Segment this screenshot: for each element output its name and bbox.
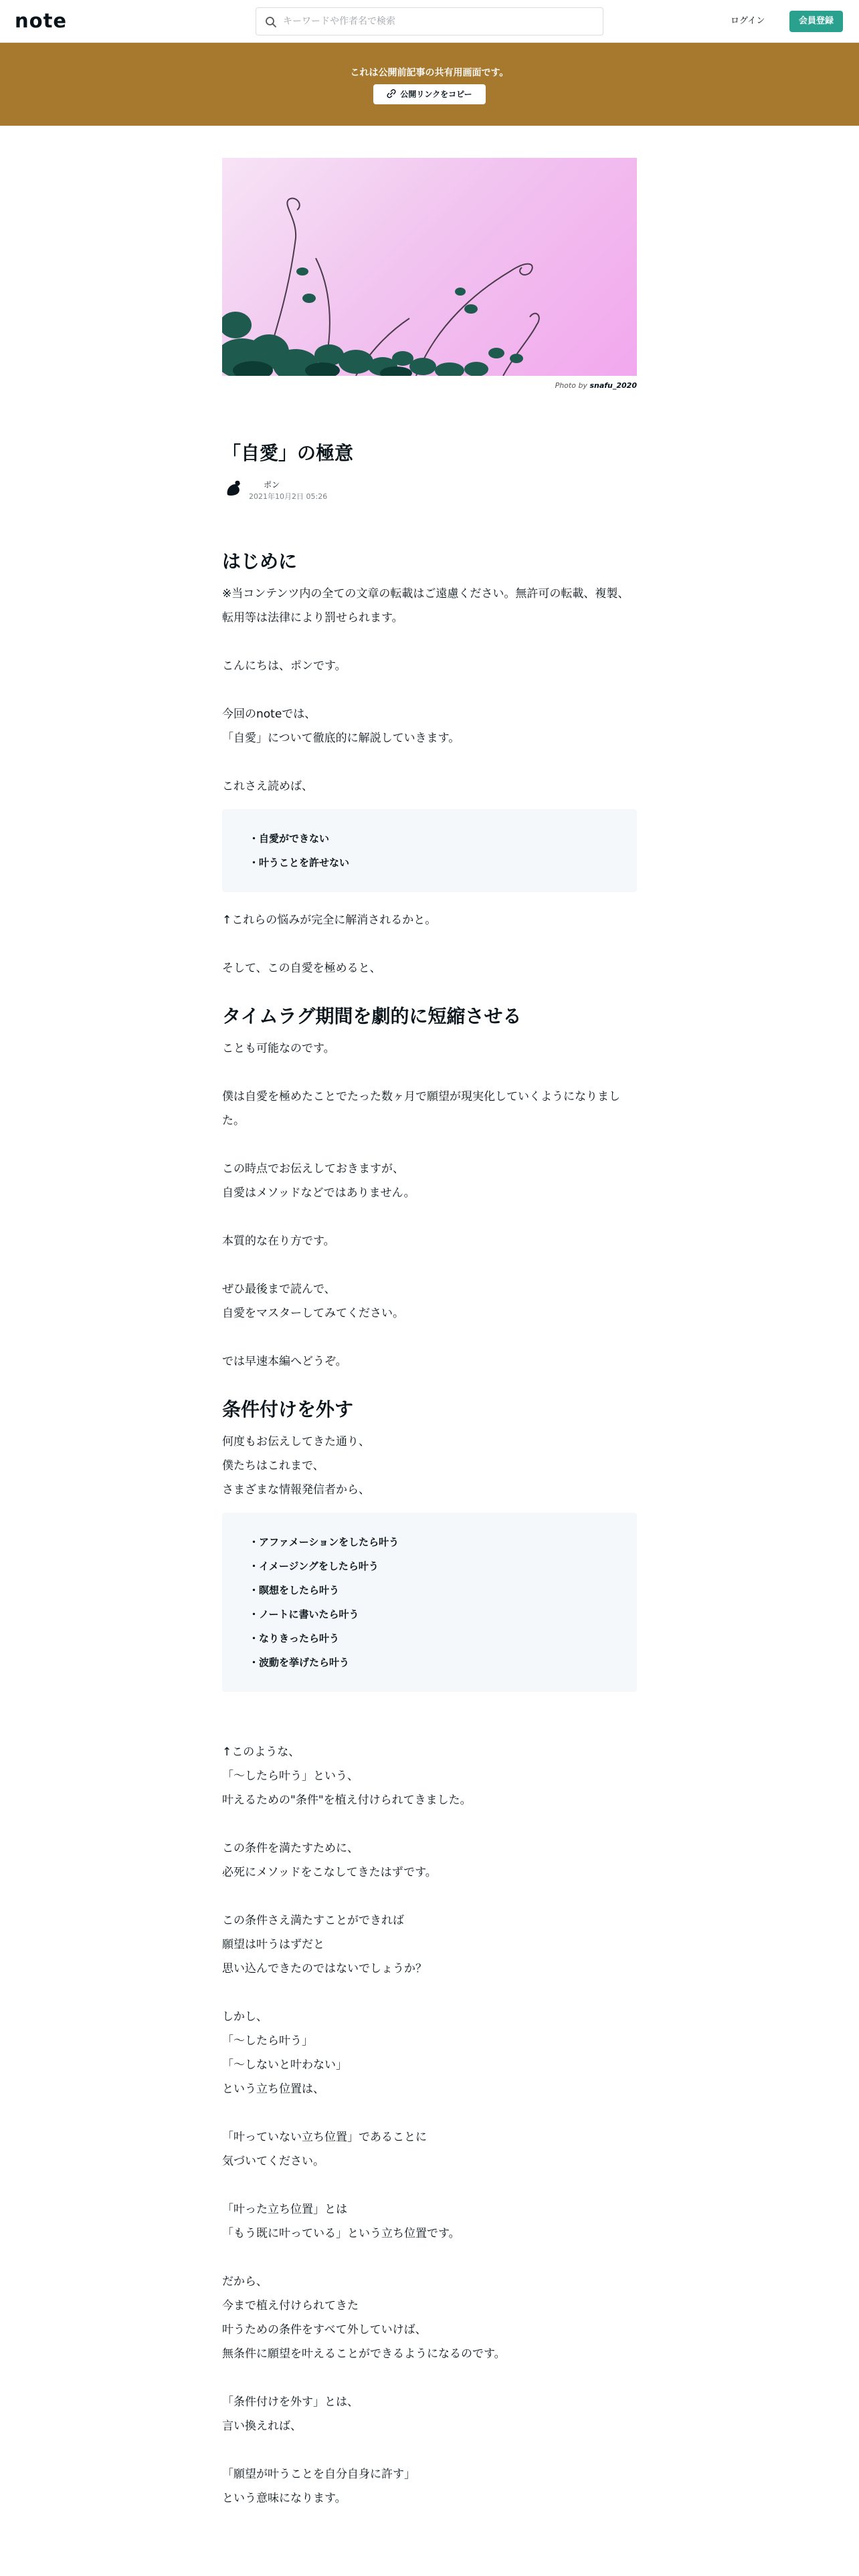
article-body: [222, 548, 637, 2510]
list-item: ・アファメーションをしたら叶う: [249, 1536, 399, 1548]
top-header: [0, 0, 859, 43]
list-item: ・波動を挙げたら叶う: [249, 1656, 350, 1669]
hero-image: [222, 158, 637, 376]
vine-leaves-illustration: [222, 158, 637, 376]
heading-conditions: 条件付けを外す: [222, 1398, 354, 1420]
paragraph: 自愛をマスターしてみてください。: [222, 1307, 404, 1320]
paragraph: この時点でお伝えしておきますが、: [222, 1162, 404, 1176]
publish-date: 2021年10月2日 05:26: [249, 492, 328, 501]
list-item: ・叶うことを許せない: [249, 857, 350, 869]
paragraph: 叶えるための"条件"を植え付けられてきました。: [222, 1794, 472, 1807]
paragraph: ぜひ最後まで読んで、: [222, 1283, 336, 1296]
paragraph: 「〜しないと叶わない」: [222, 2058, 347, 2072]
paragraph: 「自愛」について徹底的に解説していきます。: [222, 732, 460, 745]
highlight-box: [222, 809, 637, 892]
login-button[interactable]: ログイン: [731, 16, 765, 26]
paragraph: 本質的な在り方です。: [222, 1235, 335, 1248]
paragraph: 思い込んできたのではないでしょうか？: [222, 1962, 427, 1975]
paragraph: 今回のnoteでは、: [222, 708, 316, 721]
paragraph: 叶うための条件をすべて外していけば、: [222, 2323, 427, 2337]
signup-button[interactable]: 会員登録: [789, 11, 843, 32]
search-input[interactable]: [283, 12, 591, 31]
paragraph: 「〜したら叶う」という、: [222, 1769, 359, 1783]
link-icon: [387, 89, 396, 98]
paragraph: 「条件付けを外す」とは、: [222, 2395, 359, 2409]
paragraph: 「〜したら叶う」: [222, 2034, 313, 2048]
paragraph: 「叶った立ち位置」とは: [222, 2203, 347, 2216]
paragraph: 無条件に願望を叶えることができるようになるのです。: [222, 2347, 506, 2361]
paragraph: 言い換えれば、: [222, 2420, 302, 2433]
list-item: ・自愛ができない: [249, 833, 330, 845]
article-title: 「自愛」の極意: [222, 442, 354, 464]
paragraph: これさえ読めば、: [222, 780, 313, 793]
paragraph: 必死にメソッドをこなしてきたはずです。: [222, 1866, 437, 1879]
paragraph: という意味になります。: [222, 2492, 347, 2505]
heading-timelag: タイムラグ期間を劇的に短縮させる: [222, 1005, 522, 1027]
list-item: ・瞑想をしたら叶う: [249, 1584, 340, 1596]
paragraph: ↑これらの悩みが完全に解消されるかと。: [222, 914, 437, 927]
banner-message: これは公開前記事の共有用画面です。: [350, 68, 509, 78]
paragraph: さまざまな情報発信者から、: [222, 1483, 370, 1497]
paragraph: ことも可能なのです。: [222, 1042, 335, 1055]
paragraph: そして、この自愛を極めると、: [222, 962, 381, 975]
paragraph: この条件さえ満たすことができれば: [222, 1914, 404, 1927]
paragraph: しかし、: [222, 2010, 268, 2024]
author-name[interactable]: ポン: [264, 480, 280, 490]
share-preview-banner: [0, 43, 859, 126]
paragraph: では早速本編へどうぞ。: [222, 1355, 347, 1368]
paragraph: だから、: [222, 2275, 268, 2288]
paragraph: ↑このような、: [222, 1745, 300, 1759]
paragraph: ※当コンテンツ内の全ての文章の転載はご遠慮ください。無許可の転載、複製、転用等は法律により罰せられます。: [222, 587, 630, 625]
author-avatar[interactable]: [222, 476, 246, 500]
heading-intro: はじめに: [222, 550, 298, 572]
paragraph: 僕たちはこれまで、: [222, 1459, 324, 1473]
paragraph: 気づいてください。: [222, 2155, 324, 2168]
credit-prefix: Photo by: [555, 381, 590, 390]
search-icon: [264, 15, 278, 29]
list-item: ・ノートに書いたら叶う: [249, 1608, 359, 1620]
paragraph: 「願望が叶うことを自分自身に許す」: [222, 2468, 415, 2481]
copy-public-link-button[interactable]: [373, 84, 486, 104]
paragraph: この条件を満たすために、: [222, 1842, 359, 1855]
paragraph: 自愛はメソッドなどではありません。: [222, 1186, 415, 1200]
highlight-box: [222, 1513, 637, 1692]
author-info: [222, 476, 637, 506]
paragraph: こんにちは、ポンです。: [222, 659, 347, 673]
paragraph: 願望は叶うはずだと: [222, 1938, 324, 1951]
paragraph: 「もう既に叶っている」という立ち位置です。: [222, 2227, 460, 2240]
list-item: ・なりきったら叶う: [249, 1632, 340, 1644]
photo-credit: [468, 381, 637, 390]
paragraph: 「叶っていない立ち位置」であることに: [222, 2131, 427, 2144]
copy-link-label: 公開リンクをコピー: [400, 90, 472, 99]
credit-author-link[interactable]: snafu_2020: [589, 381, 637, 390]
paragraph: 今まで植え付けられてきた: [222, 2299, 359, 2313]
search-box[interactable]: [256, 7, 603, 35]
note-logo[interactable]: note: [15, 9, 68, 32]
list-item: ・イメージングをしたら叶う: [249, 1560, 379, 1572]
paragraph: という立ち位置は、: [222, 2082, 324, 2096]
paragraph: 僕は自愛を極めたことでたった数ヶ月で願望が現実化していくようになりました。: [222, 1090, 620, 1128]
paragraph: 何度もお伝えしてきた通り、: [222, 1435, 370, 1448]
squirrel-icon: [222, 476, 246, 500]
